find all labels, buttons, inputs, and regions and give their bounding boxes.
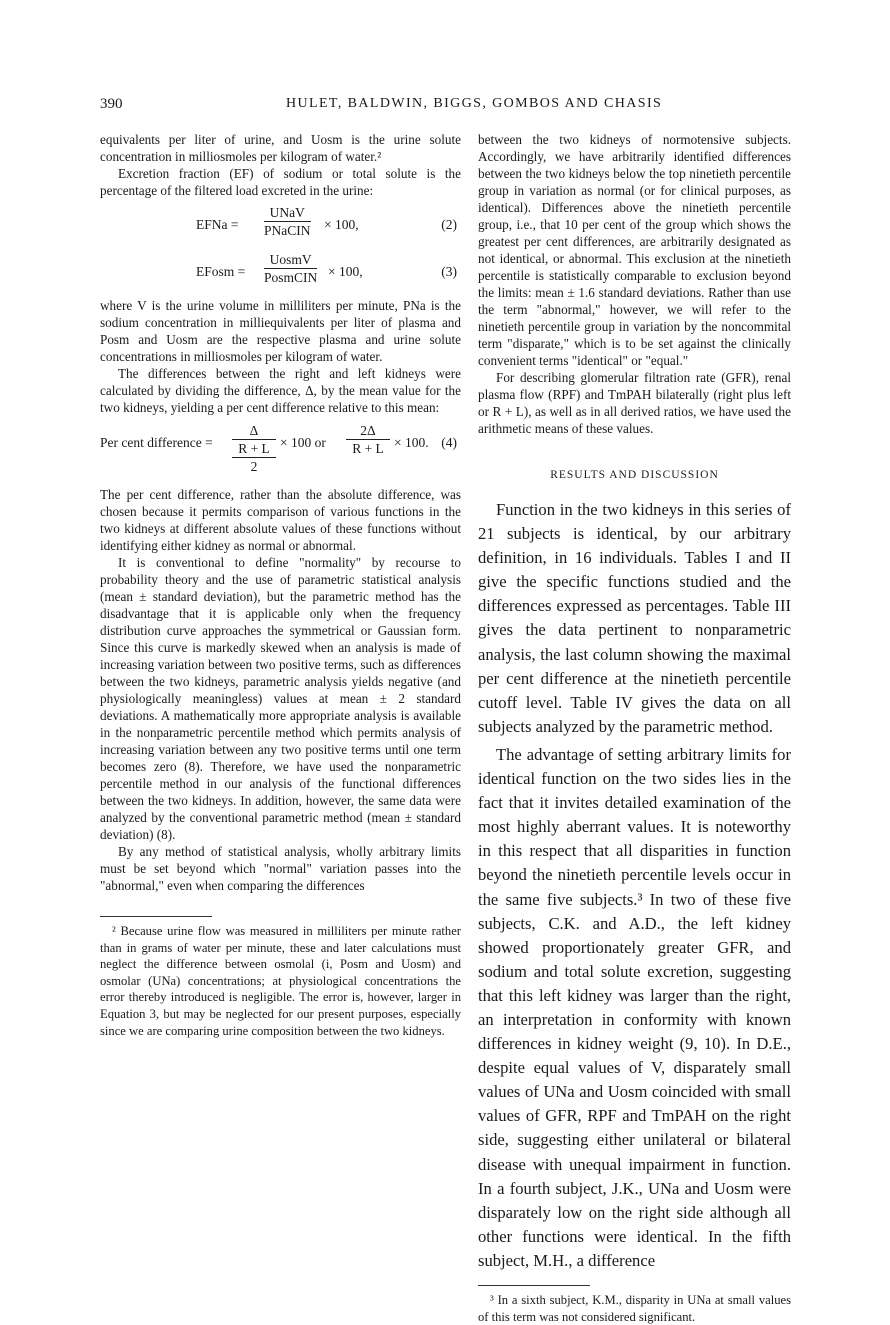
equation-denominator: R + L — [232, 440, 276, 458]
equation-number: (2) — [441, 217, 457, 232]
equation-4 — [100, 422, 461, 484]
left-column — [100, 131, 461, 1039]
paragraph: between the two kidneys of normotensive subjects. Accordingly, we have arbitrarily identified differences between the two kidneys below the top ninetieth percentile group in variation as normal (or for clinical purposes, as identical). Differences above the ninetieth percentile group, i.e., that 10 per cent of the group which shows the greatest per cent differences, are arbitrarily designated as not identical, or abnormal. This exclusion at the ninetieth percentile is statistically comparable to exclusion beyond the limits: mean ± 1.6 standard deviations. Rather than use the term "abnormal," however, we will refer to the ninetieth percentile group in variation by the noncommital term "disparate," which is to be set against the clinically convenient terms "identical" or "equal." — [478, 132, 791, 368]
equation-fraction — [264, 251, 317, 286]
footnote-text: ² Because urine flow was measured in milliliters per minute rather than in grams of water per minute, these and later calculations must neglect the difference between osmolal (i, Posm and Uosm) and osmolar (UNa) concentrations; at physiological concentrations the error thereby introduced is negligible. The error is, however, larger in Equation 3, but may be neglected for our present purposes, especially since we are comparing urine composition between the two kidneys. — [100, 924, 461, 1038]
equation-factor: × 100. — [394, 435, 429, 450]
equation-3 — [100, 251, 461, 295]
equation-number: (4) — [441, 435, 457, 450]
equation-fraction — [346, 422, 390, 457]
footnote — [100, 923, 461, 1039]
footnote — [478, 1292, 791, 1325]
paragraph: Function in the two kidneys in this series of 21 subjects is identical, by our arbitrary definition, in 16 individuals. Tables I and II give the specific functions studied and the differences expressed as percentages. Table III gives the data pertinent to nonparametric analysis, the last column showing the maximal per cent difference at the ninetieth percentile cutoff level. Table IV gives the data on all subjects analyzed by the parametric method. — [478, 500, 791, 736]
footnote-text: ³ In a sixth subject, K.M., disparity in UNa at small values of this term was not considered significant. — [478, 1293, 791, 1324]
equation-factor: × 100 or — [280, 435, 326, 450]
equation-2 — [100, 204, 461, 248]
equation-numerator: UNaV — [264, 204, 311, 222]
page-header — [100, 96, 790, 116]
equation-numerator: Δ — [232, 422, 276, 440]
equation-lhs: EFosm = — [196, 264, 246, 279]
paragraph: For describing glomerular filtration rate (GFR), renal plasma flow (RPF) and TmPAH bilaterally (right plus left or R + L), as well as in all derived ratios, we have used the arithmetic means of these values. — [478, 370, 791, 436]
paragraph: The advantage of setting arbitrary limits for identical function on the two sides lies in the fact that it invites detailed examination of the most highly aberrant values. It is noteworthy in this respect that all disparities in function beyond the ninetieth percentile levels occur in the same five subjects.³ In two of these five subjects, C.K. and A.D., the left kidney showed proportionately greater GFR, and sodium and total solute excretion, suggesting that this left kidney was larger than the right, an interpretation in conformity with known differences in kidney weight (9, 10). In D.E., despite equal values of V, disparately small values of UNa and Uosm coincided with small values of GFR, RPF and TmPAH on the right side, suggesting either unilateral or bilateral disease with unequal impairment in function. In a fourth subject, J.K., UNa and Uosm were disparately low on the right side although all other functions were identical. In the fifth subject, M.H., a difference — [478, 744, 791, 1270]
footnote-rule — [478, 1285, 590, 1286]
section-heading: RESULTS AND DISCUSSION — [550, 469, 719, 481]
right-column — [478, 131, 791, 1325]
paragraph: Excretion fraction (EF) of sodium or total solute is the percentage of the filtered load excreted in the urine: — [100, 166, 461, 198]
paragraph: The per cent difference, rather than the absolute difference, was chosen because it permits comparison of various functions in the two kidneys at different absolute values of these functions without identifying either kidney as normal or abnormal. — [100, 487, 461, 553]
paragraph: The differences between the right and left kidneys were calculated by dividing the difference, Δ, by the mean value for the two kidneys, yielding a per cent difference relative to this mean: — [100, 366, 461, 415]
equation-factor: × 100, — [324, 217, 359, 232]
equation-lhs: Per cent difference = — [100, 435, 213, 450]
page-number: 390 — [100, 96, 123, 112]
equation-denominator: 2 — [250, 459, 258, 474]
footnote-rule — [100, 916, 212, 917]
equation-denominator: R + L — [352, 441, 384, 456]
equation-lhs: EFNa = — [196, 217, 239, 232]
running-title: HULET, BALDWIN, BIGGS, GOMBOS AND CHASIS — [286, 96, 663, 111]
paragraph: It is conventional to define "normality" by recourse to probability theory and the use of parametric statistical analysis (mean ± standard deviation), but the parametric method has the disadvantage that it is applicable only when the frequency distribution curve approaches the symmetrical or Gaussian form. Since this curve is markedly skewed when an analysis is made of increasing variation between two positive terms, such as differences between the two kidneys, parametric analysis yields negative (and physiologically meaningless) values at mean ± 2 standard deviations. A mathematically more appropriate analysis is available in the nonparametric percentile method which permits analysis of increasing variation between any two positive terms until one term becomes zero (8). Therefore, we have used the nonparametric percentile method in our analysis of the functional differences between the two kidneys. In addition, however, the same data were analyzed by the conventional parametric method (mean ± standard deviation) (8). — [100, 555, 461, 842]
equation-fraction — [264, 204, 311, 239]
equation-denominator: PNaCIN — [264, 223, 311, 238]
equation-denominator: PosmCIN — [264, 270, 318, 285]
paragraph: equivalents per liter of urine, and Uosm is the urine solute concentration in milliosmoles per kilogram of water.² — [100, 132, 461, 164]
equation-fraction — [232, 422, 276, 475]
paragraph: By any method of statistical analysis, wholly arbitrary limits must be set beyond which "normal" variation passes into the "abnormal," even when comparing the differences — [100, 844, 461, 893]
equation-numerator: UosmV — [264, 251, 317, 269]
paragraph: where V is the urine volume in milliliters per minute, PNa is the sodium concentration in milliequivalents per liter of plasma and Posm and Uosm are the respective plasma and urine solute concentrations in milliosmoles per kilogram of water. — [100, 298, 461, 364]
equation-factor: × 100, — [328, 264, 363, 279]
equation-numerator: 2Δ — [346, 422, 390, 440]
equation-number: (3) — [441, 264, 457, 279]
